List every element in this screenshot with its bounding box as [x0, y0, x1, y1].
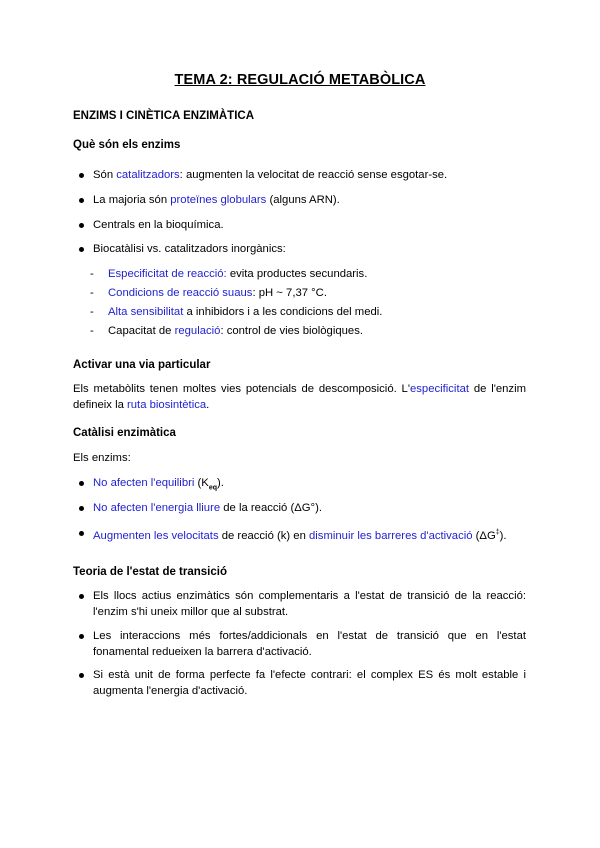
bullet-icon	[79, 247, 84, 252]
term-link: No afecten l'energia lliure	[93, 502, 221, 514]
bullet-icon	[79, 198, 84, 203]
term-link: catalitzadors	[116, 169, 180, 181]
bullet-icon	[79, 531, 84, 536]
bullet-icon	[79, 173, 84, 178]
term-link: disminuir les barreres d'activació	[309, 529, 473, 542]
term-link: especificitat	[409, 383, 470, 395]
heading-activate-pathway: Activar una via particular	[73, 359, 211, 371]
term-link: Condicions de reacció suaus	[108, 287, 253, 299]
term-link: proteïnes globulars	[170, 194, 267, 206]
catalysis-intro: Els enzims:	[73, 452, 131, 464]
term-link: Alta sensibilitat	[108, 306, 184, 318]
heading-catalysis: Catàlisi enzimàtica	[73, 427, 176, 439]
document-page: TEMA 2: REGULACIÓ METABÒLICA ENZIMS I CINÈTICA ENZIMÀTICA Què són els enzims Són catalitzadors: augmenten la velocitat de reacció sense esgotar-se. La majoria són proteïnes globulars (alguns ARN). Centrals en la bioquímica. Biocatàlisi vs. catalitzadors inorgànics: - Especificitat de reacció: evita productes secundaris. - Condicions de reacció suaus: pH ~ 7,37 °C. - Alta sensibilitat a inhibidors i a les condicions del medi. - Capacitat de regulació: control de vies biològiques. Activar una via particular Els metabòlits tenen moltes vies potencials de descomposició. L'especificitat de l'enzim defineix la ruta biosintètica. Catàlisi enzimàtica Els enzims: No afecten l'equilibri $(K_{eq})$. No afecten l'energia lliure de la reacció (ΔG°). Augmenten les velocitats de reacció (k) en disminuir les barreres d'activació (ΔG‡). Teoria de l'estat de transició Els llocs actius enzimàtics són complementaris a l'estat de transició de la reacció: l'enzim s'hi uneix millor que al substrat. Les interaccions més fortes/addicionals en l'estat de transició que en l'estat fonamental redueixen la barrera d'activació. Si està unit de forma perfecte fa l'efecte contrari: el complex ES és molt estable i augmenta l'energia d'activació.	[0, 0, 600, 848]
page-title: TEMA 2: REGULACIÓ METABÒLICA	[174, 72, 426, 88]
bullet-icon	[79, 673, 84, 678]
term-link: No afecten l'equilibri	[93, 477, 195, 489]
term-link: regulació	[174, 325, 221, 337]
section-heading-enzyms: ENZIMS I CINÈTICA ENZIMÀTICA	[73, 110, 255, 122]
bullet-icon	[79, 481, 84, 486]
term-link: Especificitat de reacció:	[108, 268, 227, 280]
bullet-icon	[79, 594, 84, 599]
bullet-icon	[79, 634, 84, 639]
bullet-icon	[79, 506, 84, 511]
term-link: ruta biosintètica	[127, 399, 207, 411]
paragraph-pathway: Els metabòlits tenen moltes vies potencials de descomposició. L'especificitat de l'enzim defineix la ruta biosintètica.	[73, 383, 526, 411]
heading-transition-state: Teoria de l'estat de transició	[73, 566, 227, 578]
bullet-icon	[79, 223, 84, 228]
term-link: Augmenten les velocitats	[93, 529, 219, 542]
heading-what-are-enzymes: Què són els enzims	[73, 139, 181, 151]
